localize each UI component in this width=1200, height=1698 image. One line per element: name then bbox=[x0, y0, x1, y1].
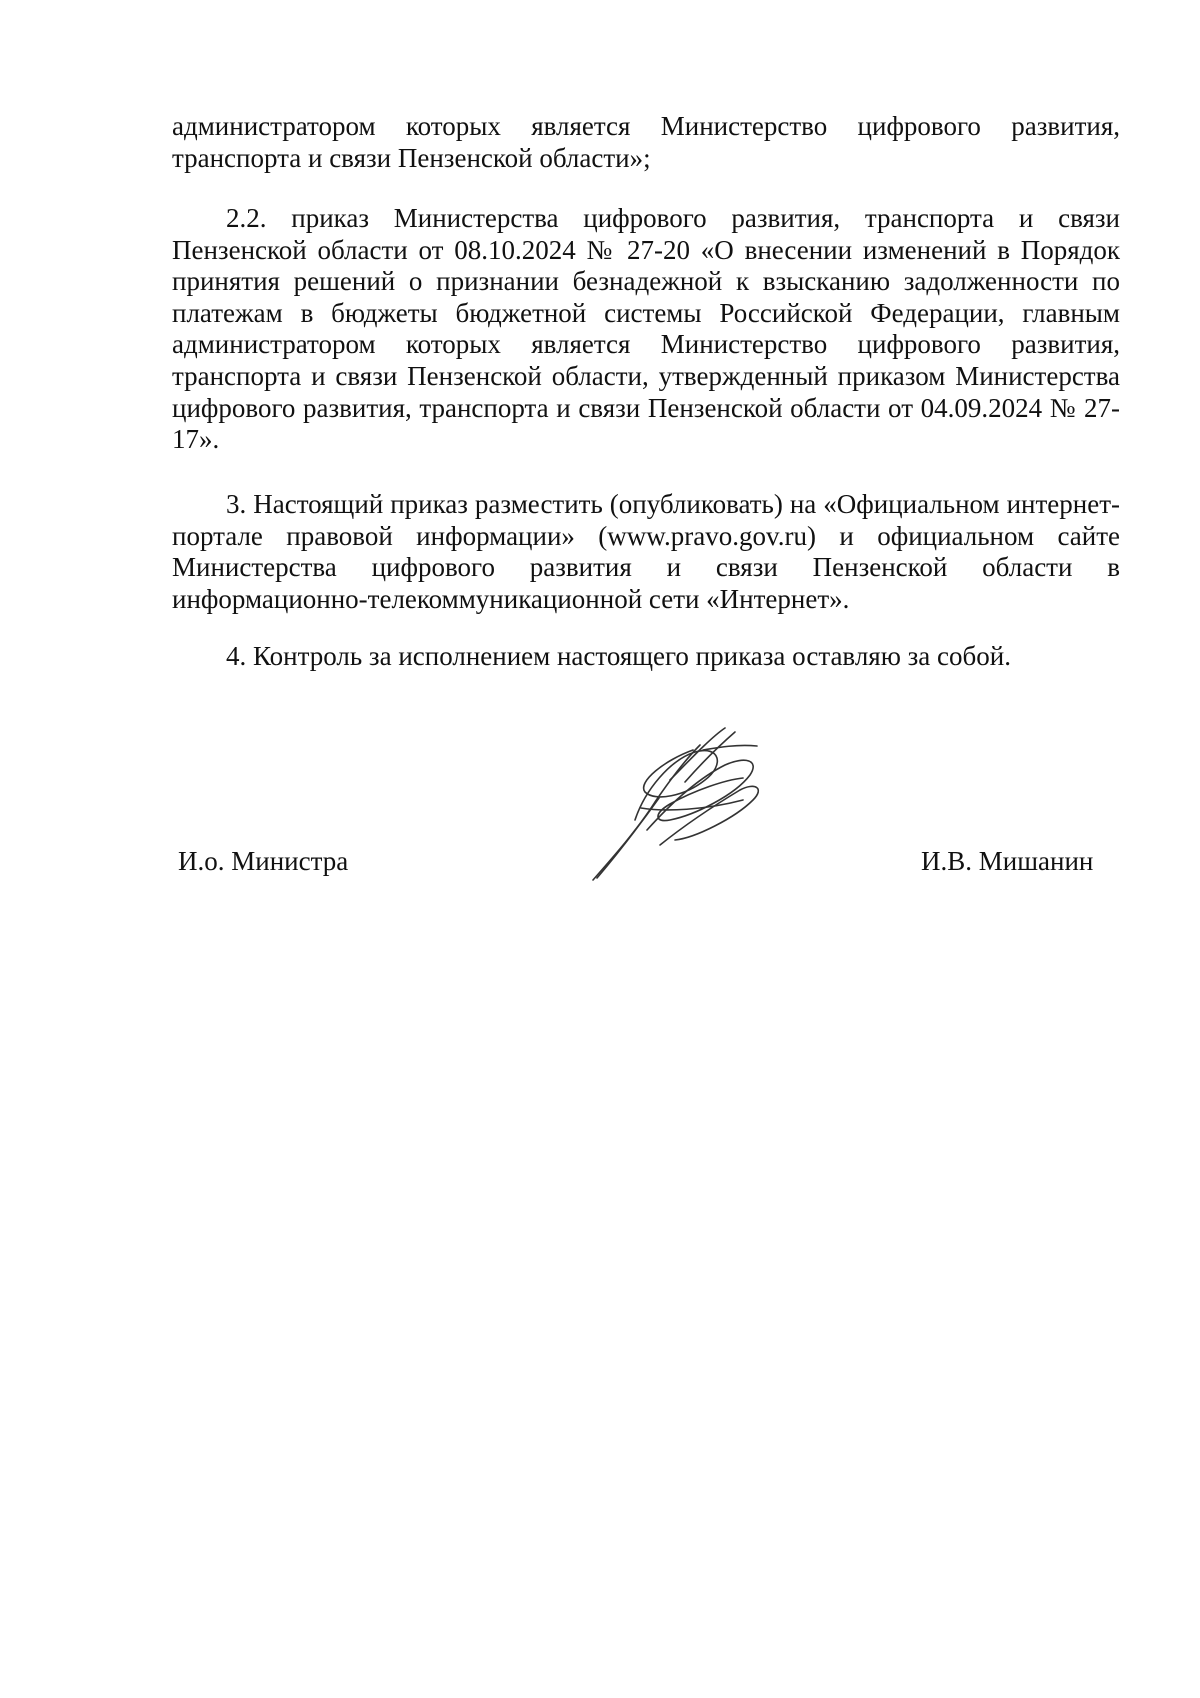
paragraph-item-3: 3. Настоящий приказ разместить (опубликовать) на «Официальном интернет-портале правовой информации» (www.pravo.gov.ru) и официальном сайте Министерства цифрового развития и связи Пензенской области в информационно-телекоммуникационной сети «Интернет». bbox=[172, 489, 1120, 614]
paragraph-item-4: 4. Контроль за исполнением настоящего приказа оставляю за собой. bbox=[226, 641, 1011, 671]
signer-position: И.о. Министра bbox=[178, 846, 349, 876]
signer-name: И.В. Мишанин bbox=[921, 846, 1094, 876]
paragraph-continuation: администратором которых является Министерство цифрового развития, транспорта и связи Пензенской области»; bbox=[172, 111, 1120, 173]
signature-row bbox=[0, 845, 1200, 885]
paragraph-item-2-2: 2.2. приказ Министерства цифрового развития, транспорта и связи Пензенской области от 08.10.2024 № 27-20 «О внесении изменений в Порядок принятия решений о признании безнадежной к взысканию задолженности по платежам в бюджеты бюджетной системы Российской Федерации, главным администратором которых является Министерство цифрового развития, транспорта и связи Пензенской области, утвержденный приказом Министерства цифрового развития, транспорта и связи Пензенской области от 04.09.2024 № 27-17». bbox=[172, 203, 1120, 455]
